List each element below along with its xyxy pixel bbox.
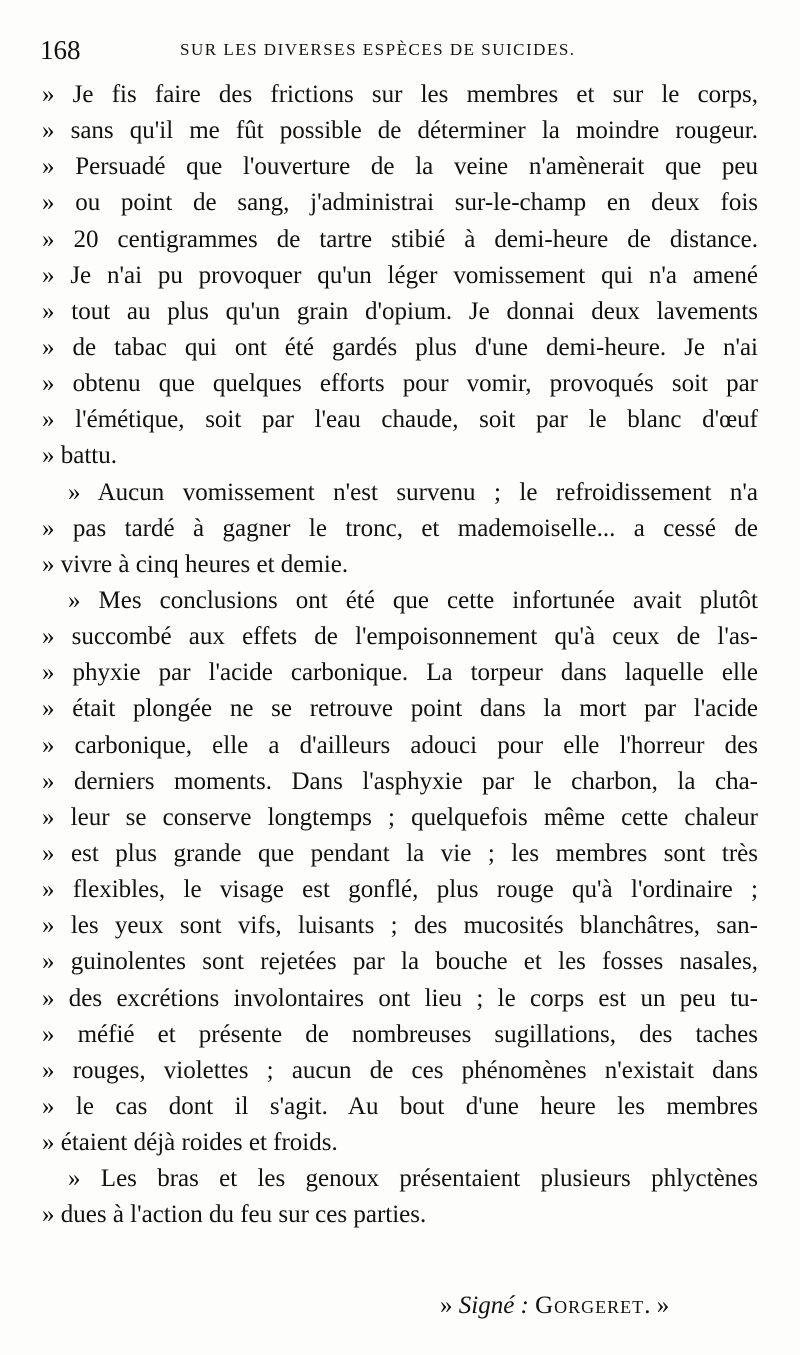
text-line: » vivre à cinq heures et demie. — [42, 550, 349, 578]
text-line: » tout au plus qu'un grain d'opium. Je donnai deux lavements — [42, 297, 758, 325]
text-line: » était plongée ne se retrouve point dans la mort par l'acide — [42, 695, 758, 723]
text-line: » succombé aux effets de l'empoisonnement qu'à ceux de l'as- — [42, 623, 758, 651]
text-line: » Mes conclusions ont été que cette infortunée avait plutôt — [68, 586, 758, 614]
running-title: SUR LES DIVERSES ESPÈCES DE SUICIDES. — [180, 40, 576, 59]
text-line: » Aucun vomissement n'est survenu ; le refroidissement n'a — [68, 478, 758, 506]
text-line: » dues à l'action du feu sur ces parties. — [42, 1201, 427, 1229]
text-line: » l'émétique, soit par l'eau chaude, soit par le blanc d'œuf — [42, 406, 758, 434]
page-number: 168 — [40, 35, 81, 65]
text-line: » rouges, violettes ; aucun de ces phénomènes n'existait dans — [42, 1056, 758, 1084]
text-line: » étaient déjà roides et froids. — [42, 1129, 338, 1157]
text-line: » de tabac qui ont été gardés plus d'une demi-heure. Je n'ai — [42, 333, 758, 361]
signature — [440, 1288, 669, 1324]
text-line: » leur se conserve longtemps ; quelquefois même cette chaleur — [42, 803, 758, 831]
text-line: » battu. — [42, 442, 117, 470]
text-line: » obtenu que quelques efforts pour vomir, provoqués soit par — [42, 370, 758, 398]
text-line: » 20 centigrammes de tartre stibié à demi-heure de distance. — [42, 225, 758, 253]
text-line: » pas tardé à gagner le tronc, et mademoiselle... a cessé de — [42, 514, 758, 542]
text-line: » guinolentes sont rejetées par la bouche et les fosses nasales, — [42, 948, 758, 976]
signature-label: Signé : — [458, 1292, 529, 1319]
text-line: » flexibles, le visage est gonflé, plus rouge qu'à l'ordinaire ; — [42, 876, 758, 904]
text-line: » Les bras et les genoux présentaient plusieurs phlyctènes — [68, 1165, 758, 1193]
text-line: » Persuadé que l'ouverture de la veine n'amènerait que peu — [42, 153, 758, 181]
text-line: » Je n'ai pu provoquer qu'un léger vomissement qui n'a amené — [42, 261, 758, 289]
signature-name: Gorgeret — [535, 1292, 645, 1319]
text-line: » ou point de sang, j'administrai sur-le-champ en deux fois — [42, 189, 758, 217]
body-text — [42, 77, 758, 1234]
signature-open-quote: » — [440, 1292, 459, 1319]
signature-close-quote: . » — [644, 1292, 670, 1319]
text-line: » sans qu'il me fût possible de déterminer la moindre rougeur. — [42, 117, 758, 145]
running-head — [40, 32, 760, 68]
text-line: » les yeux sont vifs, luisants ; des mucosités blanchâtres, san- — [42, 912, 758, 940]
text-line: » derniers moments. Dans l'asphyxie par le charbon, la cha- — [42, 767, 758, 795]
text-line: » carbonique, elle a d'ailleurs adouci pour elle l'horreur des — [42, 731, 758, 759]
text-line: » méfié et présente de nombreuses sugillations, des taches — [42, 1020, 758, 1048]
text-line: » le cas dont il s'agit. Au bout d'une heure les membres — [42, 1092, 758, 1120]
text-line: » phyxie par l'acide carbonique. La torpeur dans laquelle elle — [42, 659, 758, 687]
text-line: » Je fis faire des frictions sur les membres et sur le corps, — [42, 81, 758, 108]
text-line: » des excrétions involontaires ont lieu ; le corps est un peu tu- — [42, 984, 758, 1012]
text-line: » est plus grande que pendant la vie ; les membres sont très — [42, 839, 758, 867]
